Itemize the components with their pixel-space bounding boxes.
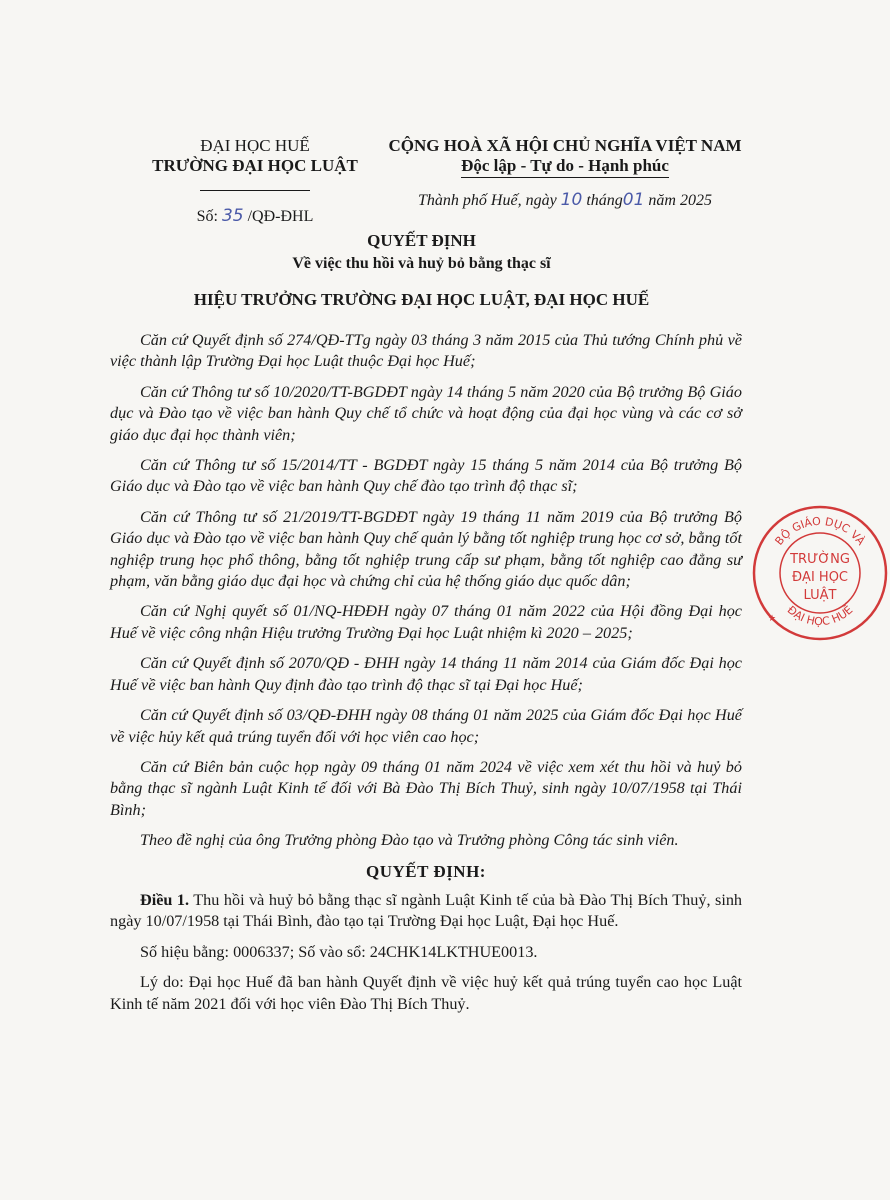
legal-basis-2: Căn cứ Thông tư số 10/2020/TT-BGDĐT ngày 14 tháng 5 năm 2020 của Bộ trưởng Bộ Giáo dục và Đào tạo về việc ban hành Quy chế tổ chức và hoạt động của đại học vùng và các cơ sở giáo dục đại học thành viên; bbox=[110, 382, 742, 444]
decision-heading: QUYẾT ĐỊNH: bbox=[366, 861, 486, 881]
national-header bbox=[370, 136, 760, 211]
article-1-text: Thu hồi và huỷ bỏ bằng thạc sĩ ngành Luật Kinh tế của bà Đào Thị Bích Thuỷ, sinh ngày 10/07/1958 tại Thái Bình, đào tạo tại Trường Đại học Luật, Đại học Huế. bbox=[110, 890, 743, 931]
seal-top-text: BỘ GIÁO DỤC VÀ bbox=[772, 514, 868, 548]
seal-star-icon: ★ bbox=[768, 614, 777, 624]
reason-line: Lý do: Đại học Huế đã ban hành Quyết định về việc huỷ kết quả trúng tuyển cao học Luật Kinh tế năm 2021 đối với học viên Đào Thị Bích Thuỷ. bbox=[110, 973, 742, 1013]
date-month-label: tháng bbox=[586, 192, 623, 209]
decision-subject: Về việc thu hồi và huỷ bỏ bằng thạc sĩ bbox=[292, 255, 551, 272]
authority-title: HIỆU TRƯỞNG TRƯỜNG ĐẠI HỌC LUẬT, ĐẠI HỌC HUẾ bbox=[193, 290, 650, 309]
handwritten-number: 35 bbox=[221, 206, 244, 226]
document-body bbox=[110, 330, 742, 1024]
seal-line-2: ĐẠI HỌC bbox=[791, 570, 849, 585]
date-year: năm 2025 bbox=[648, 192, 712, 209]
legal-basis-3: Căn cứ Thông tư số 15/2014/TT - BGDĐT ngày 15 tháng 5 năm 2014 của Bộ trưởng Bộ Giáo dục và Đào tạo về việc ban hành Quy chế đào tạo trình độ thạc sĩ; bbox=[110, 456, 742, 496]
number-prefix: Số: bbox=[196, 208, 218, 225]
legal-basis-1: Căn cứ Quyết định số 274/QĐ-TTg ngày 03 tháng 3 năm 2015 của Thủ tướng Chính phủ về việc thành lập Trường Đại học Luật thuộc Đại học Huế; bbox=[110, 331, 742, 371]
legal-basis-7: Căn cứ Quyết định số 03/QĐ-ĐHH ngày 08 tháng 01 năm 2025 của Giám đốc Đại học Huế về việc hủy kết quả trúng tuyển đối với học viên cao học; bbox=[110, 706, 742, 746]
number-suffix: /QĐ-ĐHL bbox=[247, 208, 314, 225]
legal-basis-6: Căn cứ Quyết định số 2070/QĐ - ĐHH ngày 14 tháng 11 năm 2014 của Giám đốc Đại học Huế về việc ban hành Quy định đào tạo trình độ thạc sĩ tại Đại học Huế; bbox=[110, 654, 742, 694]
article-1 bbox=[110, 890, 742, 933]
handwritten-month: 01 bbox=[622, 190, 645, 210]
school-seal-stamp bbox=[750, 503, 890, 643]
seal-bottom-text: ĐẠI HỌC HUẾ bbox=[784, 603, 856, 629]
legal-basis-4: Căn cứ Thông tư số 21/2019/TT-BGDĐT ngày 19 tháng 11 năm 2019 của Bộ trưởng Bộ Giáo dục và Đào tạo về việc ban hành Quy chế quản lý bằng tốt nghiệp trung học cơ sở, bằng tốt nghiệp trung học phổ thông, bằng tốt nghiệp trung cấp sư phạm, bằng tốt nghiệp cao đẳng sư phạm, văn bằng giáo dục đại học và chứng chỉ của hệ thống giáo dục quốc dân; bbox=[110, 507, 742, 591]
document-number bbox=[140, 206, 370, 227]
article-1-label: Điều 1. bbox=[140, 890, 190, 909]
seal-line-1: TRƯỜNG bbox=[790, 552, 850, 567]
certificate-line: Số hiệu bằng: 0006337; Số vào sổ: 24CHK14LKTHUE0013. bbox=[140, 942, 538, 961]
dateline bbox=[370, 190, 760, 211]
handwritten-day: 10 bbox=[560, 190, 583, 210]
university-name: ĐẠI HỌC HUẾ bbox=[200, 136, 310, 155]
decision-title: QUYẾT ĐỊNH bbox=[367, 231, 476, 250]
nation-name: CỘNG HOÀ XÃ HỘI CHỦ NGHĨA VIỆT NAM bbox=[388, 136, 742, 155]
date-prefix: Thành phố Huế, ngày bbox=[418, 192, 557, 209]
legal-basis-8: Căn cứ Biên bản cuộc họp ngày 09 tháng 01 năm 2024 về việc xem xét thu hồi và huỷ bỏ bằng thạc sĩ ngành Luật Kinh tế đối với Bà Đào Thị Bích Thuỷ, sinh ngày 10/07/1958 tại Thái Bình; bbox=[110, 757, 742, 819]
proposal-line: Theo đề nghị của ông Trưởng phòng Đào tạo và Trưởng phòng Công tác sinh viên. bbox=[140, 831, 679, 850]
legal-basis-5: Căn cứ Nghị quyết số 01/NQ-HĐĐH ngày 07 tháng 01 năm 2022 của Hội đồng Đại học Huế về việc công nhận Hiệu trưởng Trường Đại học Luật nhiệm kì 2020 – 2025; bbox=[110, 602, 742, 642]
school-name: TRƯỜNG ĐẠI HỌC LUẬT bbox=[152, 156, 358, 175]
issuer-header bbox=[140, 136, 370, 227]
national-motto: Độc lập - Tự do - Hạnh phúc bbox=[461, 156, 669, 178]
school-underline bbox=[140, 176, 370, 196]
seal-line-3: LUẬT bbox=[803, 588, 837, 603]
